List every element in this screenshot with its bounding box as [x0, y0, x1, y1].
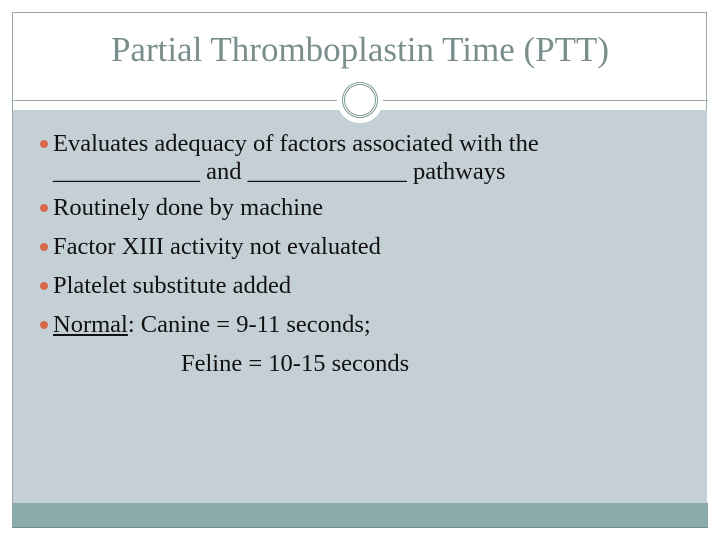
list-item: Routinely done by machine [0, 188, 539, 227]
list-item: Platelet substitute added [0, 266, 539, 305]
bullet-list [0, 124, 539, 383]
list-item: Factor XIII activity not evaluated [0, 227, 539, 266]
bullet-icon [40, 204, 48, 212]
list-item-continuation: ____________ and _____________ pathways [53, 158, 506, 185]
bullet-icon [40, 243, 48, 251]
circle-ornament-icon [342, 82, 378, 118]
bullet-icon [40, 140, 48, 148]
list-item: Evaluates adequacy of factors associated with the [0, 124, 539, 163]
bullet-icon [40, 282, 48, 290]
list-item-continuation: Feline = 10-15 seconds [181, 350, 410, 377]
normal-label: Normal [53, 311, 128, 338]
footer-band [12, 503, 708, 528]
list-item: Normal: Canine = 9-11 seconds; [0, 305, 539, 344]
slide-title: Partial Thromboplastin Time (PTT) [110, 30, 610, 69]
bullet-icon [40, 321, 48, 329]
